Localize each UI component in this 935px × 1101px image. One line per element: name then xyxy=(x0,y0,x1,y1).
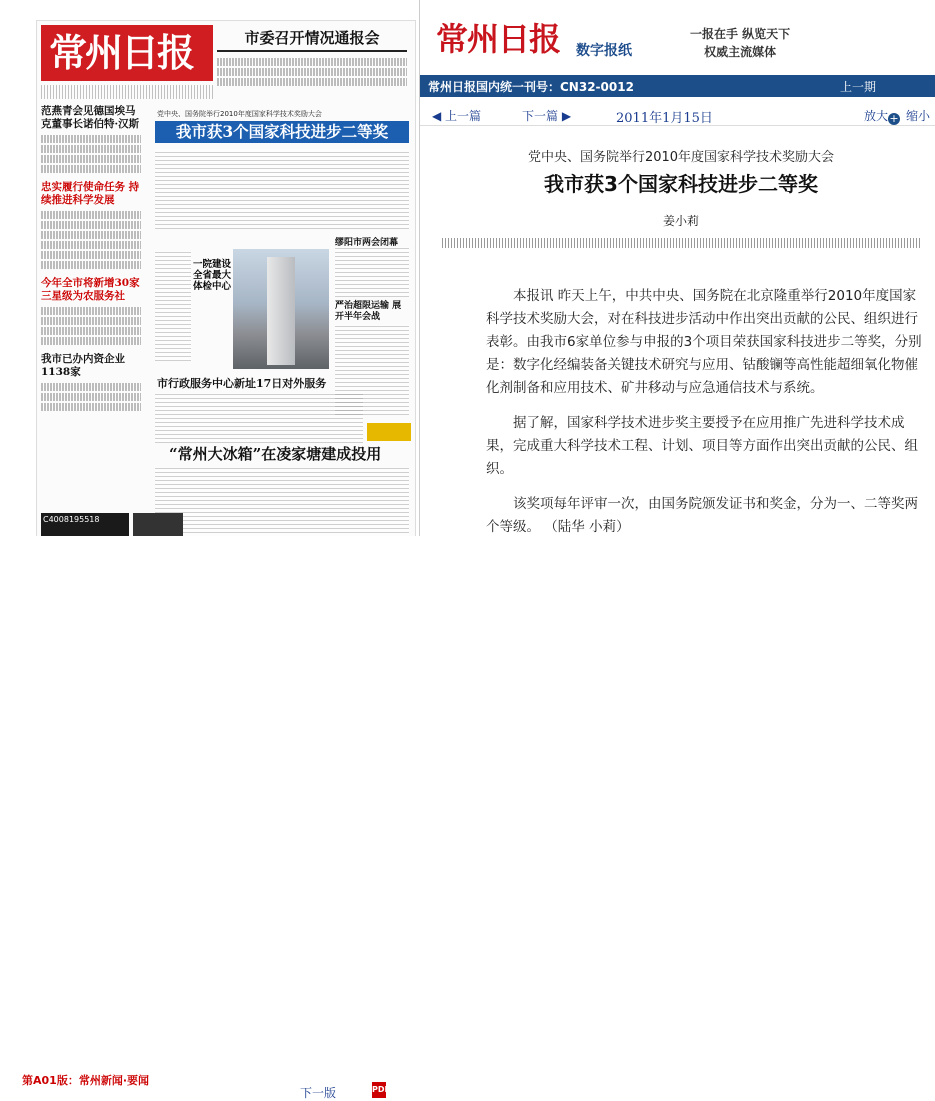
article-panel xyxy=(436,130,926,569)
text-block xyxy=(41,393,141,401)
triangle-left-icon: ◀ xyxy=(432,109,446,123)
tower-shape xyxy=(267,257,295,365)
text-block xyxy=(41,221,141,229)
mid-story-text xyxy=(155,251,191,361)
prev-article-link[interactable] xyxy=(432,107,481,124)
zoom-out-button[interactable] xyxy=(906,107,930,124)
text-block xyxy=(41,317,141,325)
left-headline-1[interactable]: 范燕青会见德国埃马克董事长诺伯特·汉斯 xyxy=(41,105,140,130)
left-headline-3[interactable]: 今年全市将新增30家三星级为农服务社 xyxy=(41,277,140,302)
paper-info-strip xyxy=(41,85,213,99)
top-headline-area[interactable] xyxy=(217,27,407,81)
text-block xyxy=(41,211,141,219)
text-block xyxy=(41,145,141,153)
text-block xyxy=(41,403,141,411)
bottom-story-text xyxy=(155,467,409,537)
next-article-label: 下一篇 xyxy=(522,109,559,123)
right-headline-1[interactable]: 缪阳市两会闭幕 xyxy=(335,238,399,248)
article-toolbar xyxy=(420,104,935,126)
text-block xyxy=(41,165,141,173)
text-block xyxy=(217,58,407,66)
text-block xyxy=(41,135,141,143)
text-block xyxy=(41,261,141,269)
zoom-out-label: 缩小 xyxy=(906,109,931,123)
ad-phone-number: C4008195518 xyxy=(43,515,100,524)
edition-label: 第A01版：常州新闻·要闻 xyxy=(22,1074,149,1087)
zoom-in-label: 放大 xyxy=(864,109,889,123)
plus-icon: + xyxy=(889,112,899,125)
issue-nav-bar xyxy=(420,75,935,97)
prev-article-label: 上一篇 xyxy=(445,109,482,123)
lead-story-kicker[interactable]: 党中央、国务院举行2010年度国家科学技术奖励大会 xyxy=(157,110,322,118)
right-headline-2[interactable]: 严治超限运输 展开半年会战 xyxy=(335,301,402,322)
site-logo[interactable]: 常州日报 xyxy=(436,20,561,58)
yellow-ad[interactable] xyxy=(367,423,411,441)
newspaper-page-image[interactable] xyxy=(36,20,416,540)
article-paragraph: 据了解，国家科学技术进步奖主要授予在应用推广先进科学技术成果，完成重大科学技术工程、计划、项目等方面作出突出贡献的公民、组织。 xyxy=(486,415,918,477)
mid-headline[interactable]: 一院建设全省最大体检中心 xyxy=(193,259,232,292)
site-slogan xyxy=(690,25,790,61)
text-block xyxy=(41,231,141,239)
article-divider xyxy=(442,238,920,248)
issue-date: 2011年1月15日 xyxy=(616,111,713,126)
slogan-line-2: 权威主流媒体 xyxy=(704,45,777,59)
text-block xyxy=(41,241,141,249)
service-story-text xyxy=(155,393,363,443)
slogan-line-1: 一报在手 纵览天下 xyxy=(690,27,791,41)
paper-footer xyxy=(0,536,420,1100)
article-author: 姜小莉 xyxy=(662,214,699,228)
bottom-headline[interactable]: “常州大冰箱”在凌家塘建成投用 xyxy=(169,445,382,463)
article-kicker: 党中央、国务院举行2010年度国家科学技术奖励大会 xyxy=(527,150,835,165)
left-headline-4[interactable]: 我市已办内资企业1138家 xyxy=(41,353,125,378)
text-block xyxy=(217,78,407,86)
article-headline: 我市获3个国家科技进步二等奖 xyxy=(544,172,818,196)
left-column xyxy=(41,105,141,413)
issue-title: 常州日报国内统一刊号：CN32-0012 xyxy=(428,80,634,94)
site-logo-subtitle: 数字报纸 xyxy=(576,43,632,59)
service-headline[interactable]: 市行政服务中心新址17日对外服务 xyxy=(157,377,327,390)
top-headline[interactable]: 市委召开情况通报会 xyxy=(217,27,407,52)
article-body xyxy=(486,285,922,551)
text-block xyxy=(41,251,141,259)
lead-story-text xyxy=(155,149,409,229)
triangle-right-icon: ▶ xyxy=(558,109,572,123)
building-photo[interactable] xyxy=(233,249,329,369)
text-block xyxy=(41,327,141,335)
paper-masthead: 常州日报 xyxy=(41,25,213,81)
next-page-link[interactable]: 下一版 xyxy=(300,1086,337,1100)
text-block xyxy=(217,68,407,76)
text-block xyxy=(41,155,141,163)
text-block xyxy=(41,337,141,345)
previous-issue-link[interactable]: 上一期 xyxy=(840,80,877,94)
text-block xyxy=(41,383,141,391)
article-paragraph: 该奖项每年评审一次，由国务院颁发证书和奖金，分为一、二等奖两个等级。 （陆华 小莉） xyxy=(486,496,918,535)
zoom-in-button[interactable] xyxy=(864,107,900,125)
next-article-link[interactable] xyxy=(522,107,571,124)
article-paragraph: 本报讯 昨天上午，中共中央、国务院在北京隆重举行2010年度国家科学技术奖励大会，对在科技进步活动中作出突出贡献的公民、组织进行表彰。由我市6家单位参与申报的3个项目荣获国家科技进步二等奖，分别是：数字化经编装备关键技术研究与应用、钴酸镧等高性能超细氧化物催化剂制备和应用技术、矿井移动与应急通信技术与系统。 xyxy=(486,288,922,396)
left-headline-2[interactable]: 忠实履行使命任务 持续推进科学发展 xyxy=(41,181,140,206)
pdf-icon[interactable]: PDF xyxy=(372,1082,386,1098)
text-block xyxy=(41,307,141,315)
lead-story-headline[interactable]: 我市获3个国家科技进步二等奖 xyxy=(155,121,409,143)
newspaper-page-view[interactable] xyxy=(0,0,420,1100)
right-story-text-1 xyxy=(335,247,409,297)
